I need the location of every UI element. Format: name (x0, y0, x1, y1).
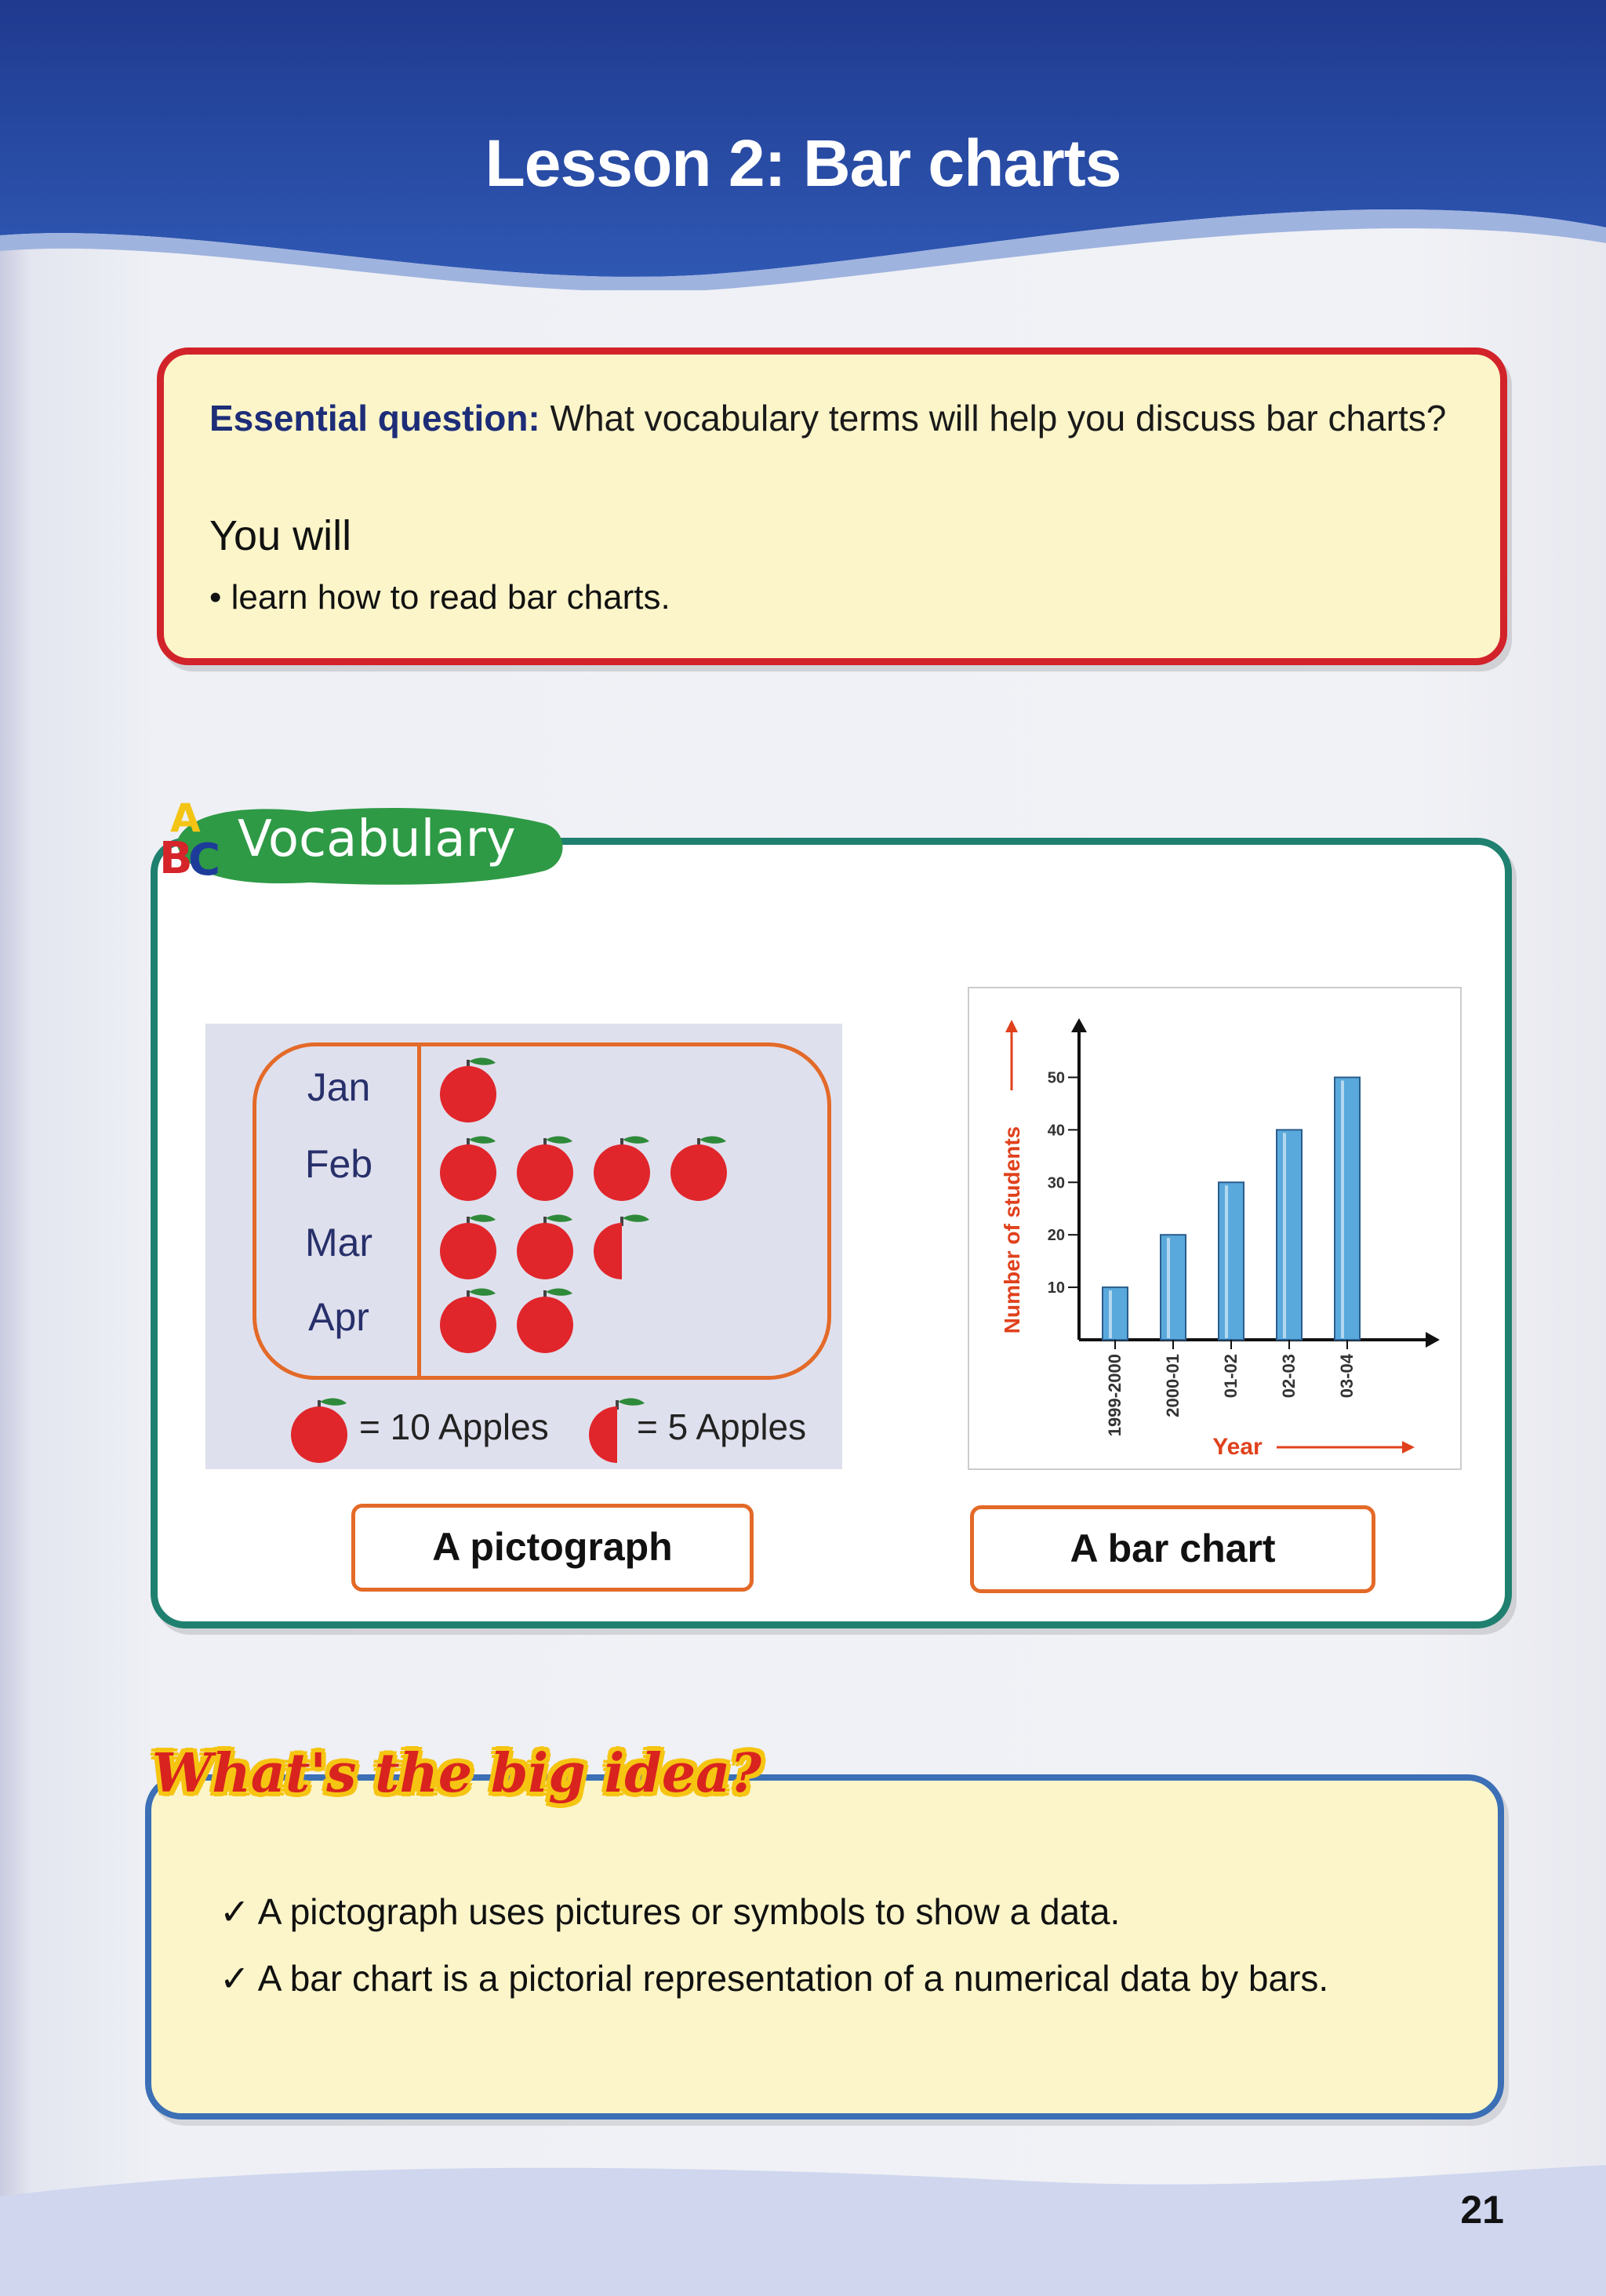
big-idea-title: What's the big idea? (152, 1742, 761, 1805)
apple-icon (433, 1284, 503, 1355)
essential-question-label: Essential question: (209, 398, 540, 438)
month-label-apr: Apr (308, 1295, 369, 1339)
apple-icon (587, 1132, 657, 1203)
month-label-feb: Feb (304, 1142, 373, 1186)
y-axis-arrow-icon (1071, 1018, 1087, 1032)
x-tick-label: 2000-01 (1163, 1354, 1183, 1417)
learning-objective: • learn how to read bar charts. (209, 578, 670, 617)
svg-text:A: A (170, 795, 201, 841)
apple-icon (510, 1132, 580, 1203)
apple-icon (510, 1210, 580, 1281)
bar-chart-caption: A bar chart (970, 1505, 1375, 1593)
y-tick-label: 30 (1047, 1174, 1065, 1192)
pictograph-divider (417, 1042, 421, 1380)
page-title: Lesson 2: Bar charts (485, 126, 1121, 200)
x-tick-label: 01-02 (1221, 1354, 1241, 1399)
bar (1219, 1182, 1244, 1340)
x-tick-label: 03-04 (1337, 1354, 1357, 1399)
big-idea-item-2: ✓ A bar chart is a pictorial representation of a numerical data by bars. (220, 1958, 1329, 1999)
month-label-mar: Mar (304, 1221, 373, 1264)
bar (1161, 1235, 1186, 1340)
footer-band (0, 2149, 1606, 2296)
page-number: 21 (1460, 2188, 1504, 2232)
big-idea-box (145, 1774, 1504, 2120)
bar-chart-svg (969, 988, 1463, 1472)
x-axis-arrow-icon (1426, 1332, 1440, 1348)
bar (1335, 1077, 1360, 1340)
apple-icon (433, 1132, 503, 1203)
svg-text:C: C (188, 835, 221, 886)
key-full-label: = 10 Apples (359, 1406, 549, 1447)
header-band (0, 0, 1606, 290)
essential-question (209, 394, 1464, 442)
apple-icon (510, 1284, 580, 1355)
big-idea-item-1: ✓ A pictograph uses pictures or symbols to show a data. (220, 1891, 1121, 1932)
bar (1103, 1287, 1128, 1340)
half-apple-icon (587, 1210, 657, 1281)
y-tick-label: 10 (1047, 1279, 1065, 1297)
pictograph (205, 1024, 842, 1469)
you-will-heading: You will (209, 512, 352, 559)
apple-icon (663, 1132, 734, 1203)
x-axis-label: Year (1212, 1434, 1263, 1460)
key-half-label: = 5 Apples (637, 1406, 807, 1447)
pictograph-caption: A pictograph (351, 1504, 754, 1592)
vocabulary-tag (153, 788, 576, 898)
apple-key-full-icon (284, 1394, 354, 1465)
vocabulary-title: Vocabulary (238, 810, 516, 868)
bar (1277, 1130, 1302, 1340)
apple-icon (433, 1053, 503, 1124)
x-tick-label: 02-03 (1279, 1354, 1299, 1399)
y-axis-label: Number of students (1000, 1126, 1024, 1334)
footer-wave (0, 2149, 1606, 2296)
y-tick-label: 50 (1047, 1069, 1065, 1087)
essential-question-text: What vocabulary terms will help you discuss bar charts? (550, 398, 1447, 438)
y-tick-label: 40 (1047, 1122, 1065, 1140)
apple-icon (433, 1210, 503, 1281)
month-label-jan: Jan (307, 1065, 371, 1109)
x-tick-label: 1999-2000 (1105, 1354, 1125, 1437)
bar-chart (968, 987, 1462, 1470)
essential-question-box (157, 347, 1507, 665)
y-tick-label: 20 (1047, 1227, 1065, 1245)
x-axis-label-arrow-icon (1402, 1441, 1415, 1454)
y-axis-label-arrow-icon (1005, 1020, 1018, 1032)
svg-text:B: B (159, 833, 193, 884)
